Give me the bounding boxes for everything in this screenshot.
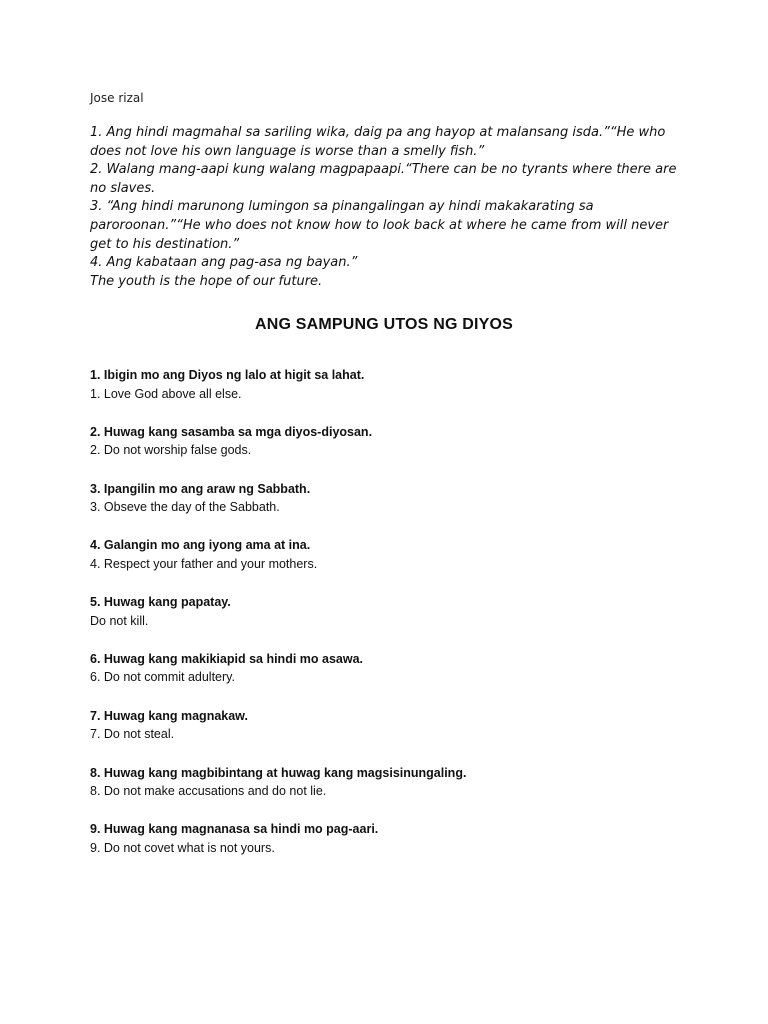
commandment-english: 1. Love God above all else. bbox=[90, 386, 242, 401]
quote-1: 1. Ang hindi magmahal sa sariling wika, daig pa ang hayop at malansang isda.”“He who does not love his own language is worse than a smelly fish.” bbox=[90, 125, 666, 159]
commandment-filipino: 7. Huwag kang magnakaw. bbox=[90, 708, 248, 723]
commandment-item bbox=[90, 536, 710, 593]
commandment-english: 8. Do not make accusations and do not lie. bbox=[90, 784, 327, 799]
commandment-filipino: 6. Huwag kang makikiapid sa hindi mo asawa. bbox=[90, 651, 364, 666]
commandment-item bbox=[90, 764, 710, 821]
commandment-filipino: 9. Huwag kang magnanasa sa hindi mo pag-aari. bbox=[90, 822, 379, 837]
commandment-item bbox=[90, 366, 710, 423]
commandment-english: 9. Do not covet what is not yours. bbox=[90, 840, 275, 855]
quote-4: 4. Ang kabataan ang pag-asa ng bayan.” bbox=[90, 255, 358, 271]
commandments-list bbox=[90, 366, 710, 877]
commandment-english: 4. Respect your father and your mothers. bbox=[90, 556, 318, 571]
commandment-english: 2. Do not worship false gods. bbox=[90, 443, 252, 458]
commandment-english: 7. Do not steal. bbox=[90, 727, 175, 742]
author-heading: Jose rizal bbox=[90, 91, 144, 105]
commandment-filipino: 8. Huwag kang magbibintang at huwag kang magsisinungaling. bbox=[90, 765, 467, 780]
commandment-item bbox=[90, 820, 710, 877]
commandment-english: 6. Do not commit adultery. bbox=[90, 670, 235, 685]
quote-3: 3. “Ang hindi marunong lumingon sa pinangalingan ay hindi makakarating sa paroroonan.”“He who does not know how to look back at where he came from will never get to his destination.” bbox=[90, 199, 669, 252]
commandment-filipino: 3. Ipangilin mo ang araw ng Sabbath. bbox=[90, 481, 311, 496]
section-title: ANG SAMPUNG UTOS NG DIYOS bbox=[254, 316, 514, 333]
commandment-item bbox=[90, 593, 710, 650]
commandment-item bbox=[90, 480, 710, 537]
commandment-filipino: 4. Galangin mo ang iyong ama at ina. bbox=[90, 538, 311, 553]
commandment-filipino: 5. Huwag kang papatay. bbox=[90, 595, 231, 610]
quote-4-translation: The youth is the hope of our future. bbox=[90, 273, 323, 289]
commandment-item bbox=[90, 423, 710, 480]
commandment-item bbox=[90, 707, 710, 764]
commandment-english: 3. Obseve the day of the Sabbath. bbox=[90, 500, 280, 515]
quote-2: 2. Walang mang-aapi kung walang magpapaapi.“There can be no tyrants where there are no slaves. bbox=[90, 162, 677, 196]
commandment-item bbox=[90, 650, 710, 707]
quotes-block bbox=[90, 124, 690, 291]
commandment-filipino: 1. Ibigin mo ang Diyos ng lalo at higit sa lahat. bbox=[90, 368, 365, 382]
commandment-english: Do not kill. bbox=[90, 613, 149, 628]
commandment-filipino: 2. Huwag kang sasamba sa mga diyos-diyosan. bbox=[90, 424, 373, 439]
